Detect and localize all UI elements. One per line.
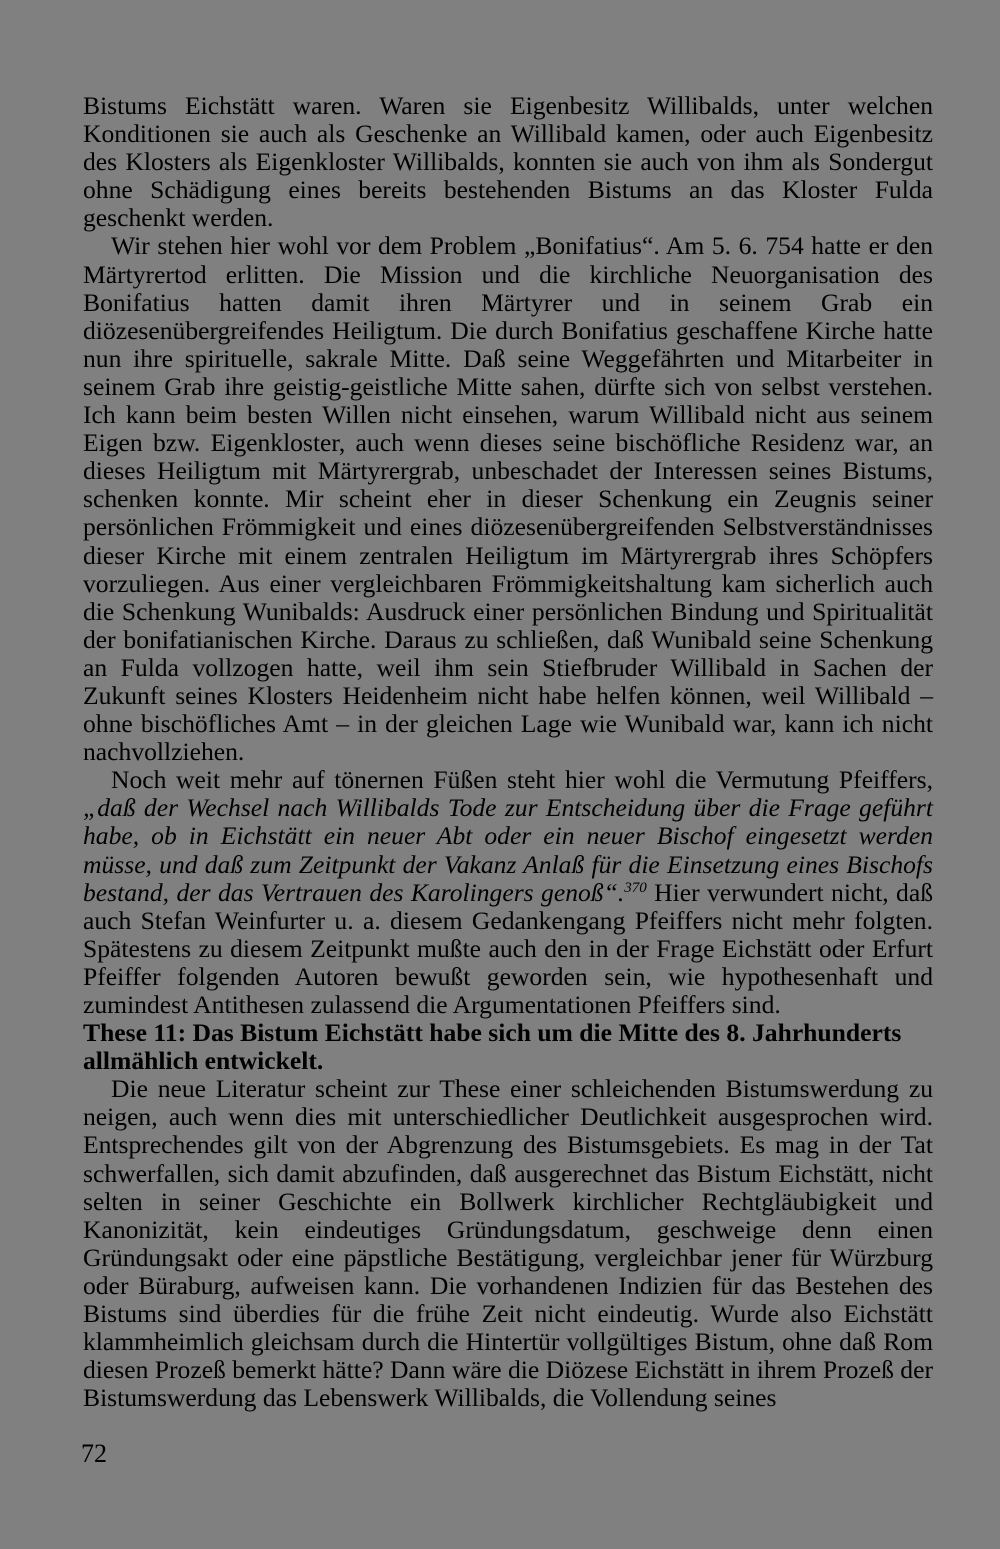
paragraph-3 <box>83 766 933 1019</box>
footnote-marker: 370 <box>624 879 647 896</box>
paragraph-3-lead: Noch weit mehr auf tönernen Füßen steht hier wohl die Vermutung Pfeiffers, <box>111 765 933 795</box>
pfeiffer-quote: „daß der Wechsel nach Willibalds Tode zur Entscheidung über die Frage geführt habe, ob in Eichstätt ein neuer Abt oder ein neuer Bischof eingesetzt werden müsse, und daß zum Zeitpunkt der Vakanz Anlaß für die Einsetzung eines Bischofs bestand, der das Vertrauen des Karolingers genoß“. <box>83 793 933 907</box>
page-number: 72 <box>81 1439 107 1468</box>
thesis-heading: These 11: Das Bistum Eichstätt habe sich um die Mitte des 8. Jahrhunderts allmählich entwickelt. <box>83 1018 902 1076</box>
paragraph-1: Bistums Eichstätt waren. Waren sie Eigenbesitz Willibalds, unter welchen Konditionen sie auch als Geschenke an Willibald kamen, oder auch Eigenbesitz des Klosters als Eigenkloster Willibalds, konnten sie auch von ihm als Sondergut ohne Schädigung eines bereits bestehenden Bistums an das Kloster Fulda geschenkt werden. <box>83 91 933 233</box>
paragraph-4: Die neue Literatur scheint zur These einer schleichenden Bistumswerdung zu neigen, auch wenn dies mit unterschiedlicher Deutlichkeit ausgesprochen wird. Entsprechendes gilt von der Abgrenzung des Bistumsgebiets. Es mag in der Tat schwerfallen, sich damit abzufinden, daß ausgerechnet das Bistum Eichstätt, nicht selten in seiner Geschichte ein Bollwerk kirchlicher Rechtgläubigkeit und Kanonizität, kein eindeutiges Gründungsdatum, geschweige denn einen Gründungsakt oder eine päpstliche Bestätigung, vergleichbar jener für Würzburg oder Büraburg, aufweisen kann. Die vorhandenen Indizien für das Bestehen des Bistums sind überdies für die frühe Zeit nicht eindeutig. Wurde also Eichstätt klammheimlich gleichsam durch die Hintertür vollgültiges Bistum, ohne daß Rom diesen Prozeß bemerkt hätte? Dann wäre die Diözese Eichstätt in ihrem Prozeß der Bistumswerdung das Lebenswerk Willibalds, die Vollendung seines <box>83 1074 933 1413</box>
paragraph-3-tail: Hier verwundert nicht, daß auch Stefan Weinfurter u. a. diesem Gedankengang Pfeiffers nicht mehr folgten. Spätestens zu diesem Zeitpunkt mußte auch den in der Frage Eichstätt oder Erfurt Pfeiffer folgenden Autoren bewußt geworden sein, wie hypothesenhaft und zumindest Antithesen zulassend die Argumentationen Pfeiffers sind. <box>83 877 933 1019</box>
page-body <box>83 92 933 1412</box>
paragraph-2: Wir stehen hier wohl vor dem Problem „Bonifatius“. Am 5. 6. 754 hatte er den Märtyrertod erlitten. Die Mission und die kirchliche Neuorganisation des Bonifatius hatten damit ihren Märtyrer und in seinem Grab ein diözesenübergreifendes Heiligtum. Die durch Bonifatius geschaffene Kirche hatte nun ihre spirituelle, sakrale Mitte. Daß seine Weggefährten und Mitarbeiter in seinem Grab ihre geistig-geistliche Mitte sahen, dürfte sich von selbst verstehen. Ich kann beim besten Willen nicht einsehen, warum Willibald nicht aus seinem Eigen bzw. Eigenkloster, auch wenn dieses seine bischöfliche Residenz war, an dieses Heiligtum mit Märtyrergrab, unbeschadet der Interessen seines Bistums, schenken konnte. Mir scheint eher in dieser Schenkung ein Zeugnis seiner persönlichen Frömmigkeit und eines diözesenübergreifenden Selbstverständnisses dieser Kirche mit einem zentralen Heiligtum im Märtyrergrab ihres Schöpfers vorzuliegen. Aus einer vergleichbaren Frömmigkeitshaltung kam sicherlich auch die Schenkung Wunibalds: Ausdruck einer persönlichen Bindung und Spiritualität der bonifatianischen Kirche. Daraus zu schließen, daß Wunibald seine Schenkung an Fulda vollzogen hatte, weil ihm sein Stiefbruder Willibald in Sachen der Zukunft seines Klosters Heidenheim nicht habe helfen können, weil Willibald – ohne bischöfliches Amt – in der gleichen Lage wie Wunibald war, kann ich nicht nachvollziehen. <box>83 231 933 767</box>
